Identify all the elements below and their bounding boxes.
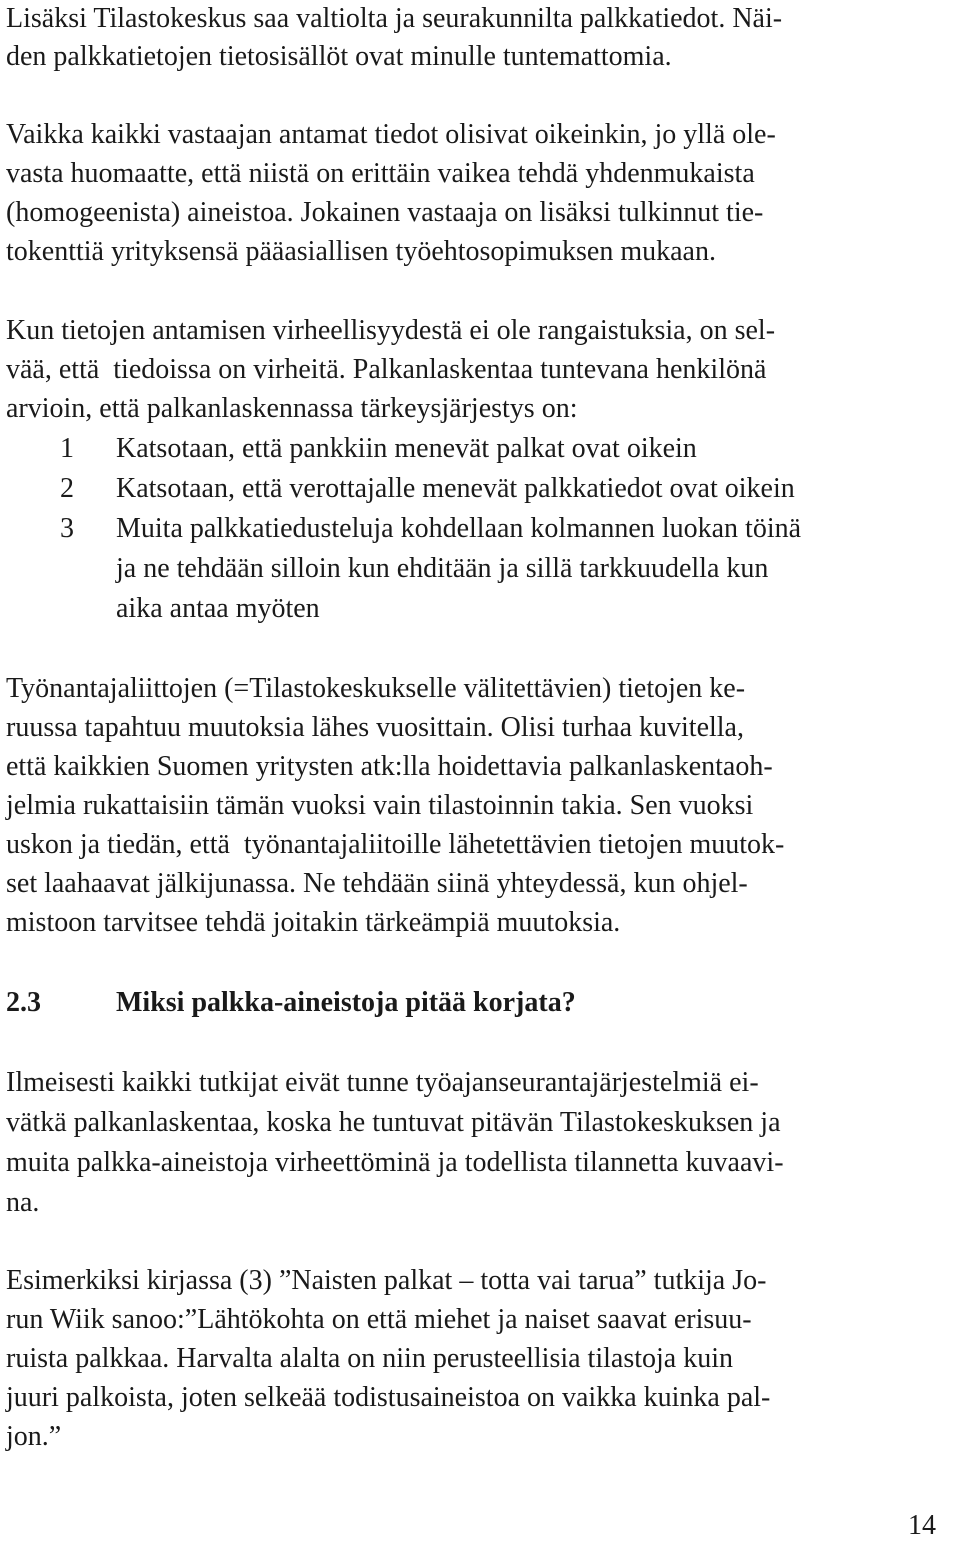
section-heading: Miksi palkka-aineistoja pitää korjata? xyxy=(116,987,576,1018)
text-line: vää, että tiedoissa on virheitä. Palkanlaskentaa tuntevana henkilönä xyxy=(6,354,767,385)
text-line: ruussa tapahtuu muutoksia lähes vuosittain. Olisi turhaa kuvitella, xyxy=(6,712,744,743)
section-number: 2.3 xyxy=(6,987,41,1018)
text-line: set laahaavat jälkijunassa. Ne tehdään siinä yhteydessä, kun ohjel- xyxy=(6,868,748,899)
text-line: Esimerkiksi kirjassa (3) ”Naisten palkat – totta vai tarua” tutkija Jo- xyxy=(6,1265,767,1296)
text-line: Vaikka kaikki vastaajan antamat tiedot olisivat oikeinkin, jo yllä ole- xyxy=(6,119,776,150)
text-line: arvioin, että palkanlaskennassa tärkeysjärjestys on: xyxy=(6,393,578,424)
text-line: juuri palkoista, joten selkeää todistusaineistoa on vaikka kuinka pal- xyxy=(6,1382,771,1413)
text-line: Lisäksi Tilastokeskus saa valtiolta ja seurakunnilta palkkatiedot. Näi- xyxy=(6,3,783,34)
list-item: Katsotaan, että pankkiin menevät palkat ovat oikein xyxy=(116,433,697,464)
text-line: mistoon tarvitsee tehdä joitakin tärkeämpiä muutoksia. xyxy=(6,907,621,938)
text-line: Kun tietojen antamisen virheellisyydestä ei ole rangaistuksia, on sel- xyxy=(6,315,776,346)
text-line: muita palkka-aineistoja virheettöminä ja todellista tilannetta kuvaavi- xyxy=(6,1147,784,1178)
list-item: Katsotaan, että verottajalle menevät palkkatiedot ovat oikein xyxy=(116,473,795,504)
text-line: na. xyxy=(6,1187,40,1218)
text-line: Työnantajaliittojen (=Tilastokeskukselle välitettävien) tietojen ke- xyxy=(6,673,746,704)
list-item: Muita palkkatiedusteluja kohdellaan kolmannen luokan töinä xyxy=(116,513,802,544)
text-line: että kaikkien Suomen yritysten atk:lla hoidettavia palkanlaskentaoh- xyxy=(6,751,773,782)
text-line: Ilmeisesti kaikki tutkijat eivät tunne työajanseurantajärjestelmiä ei- xyxy=(6,1067,759,1098)
list-item-continuation: aika antaa myöten xyxy=(116,593,320,624)
list-item-number: 3 xyxy=(60,513,74,544)
list-item-number: 2 xyxy=(60,473,74,504)
page-number: 14 xyxy=(908,1510,936,1541)
text-line: tokenttiä yrityksensä pääasiallisen työehtosopimuksen mukaan. xyxy=(6,236,716,267)
text-line: uskon ja tiedän, että työnantajaliitoille lähetettävien tietojen muutok- xyxy=(6,829,785,860)
list-item-number: 1 xyxy=(60,433,74,464)
text-line: jelmia rukattaisiin tämän vuoksi vain tilastoinnin takia. Sen vuoksi xyxy=(6,790,754,821)
text-line: (homogeenista) aineistoa. Jokainen vastaaja on lisäksi tulkinnut tie- xyxy=(6,197,764,228)
text-line: run Wiik sanoo:”Lähtökohta on että miehet ja naiset saavat erisuu- xyxy=(6,1304,752,1335)
text-line: ruista palkkaa. Harvalta alalta on niin perusteellisia tilastoja kuin xyxy=(6,1343,733,1374)
text-line: vasta huomaatte, että niistä on erittäin vaikea tehdä yhdenmukaista xyxy=(6,158,755,189)
text-line: vätkä palkanlaskentaa, koska he tuntuvat pitävän Tilastokeskuksen ja xyxy=(6,1107,781,1138)
text-line: jon.” xyxy=(6,1421,62,1452)
text-line: den palkkatietojen tietosisällöt ovat minulle tuntemattomia. xyxy=(6,41,672,72)
list-item-continuation: ja ne tehdään silloin kun ehditään ja sillä tarkkuudella kun xyxy=(116,553,769,584)
